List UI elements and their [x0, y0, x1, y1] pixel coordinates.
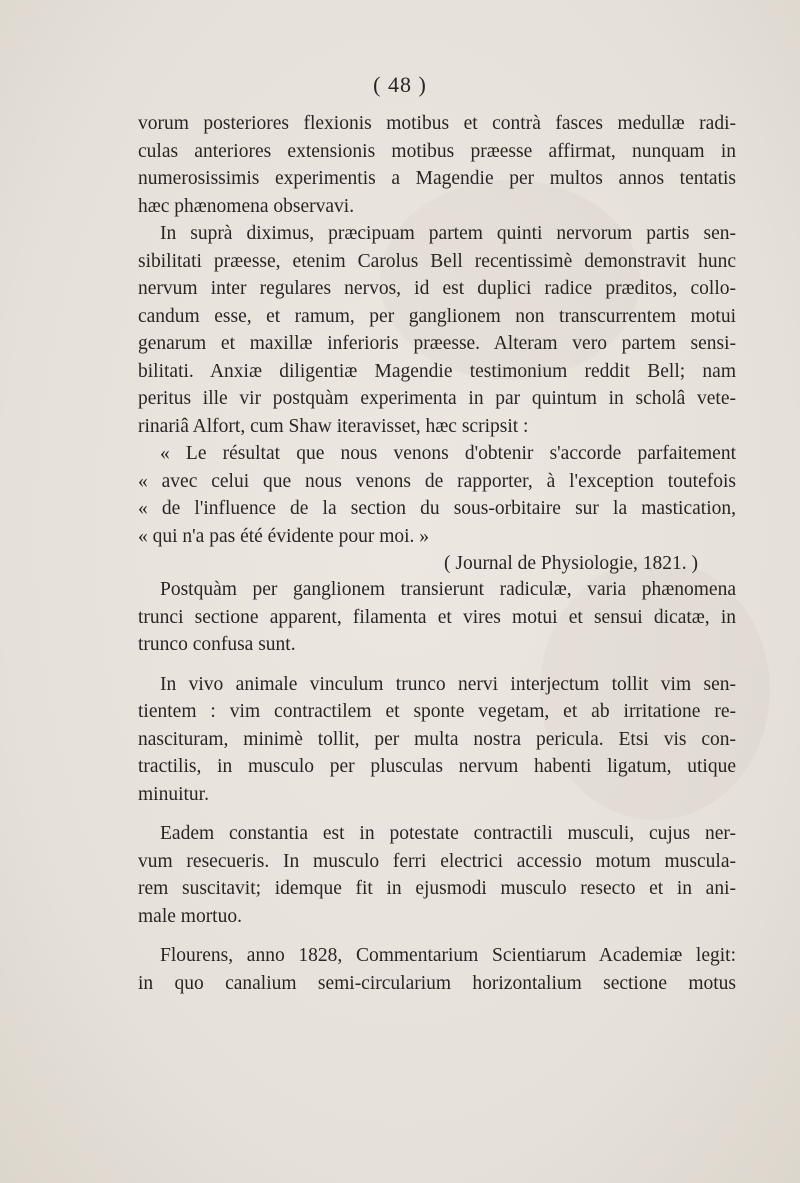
text-line: genarum et maxillæ inferioris præesse. Alteram vero partem sensi-	[138, 333, 736, 354]
text-line: vorum posteriores flexionis motibus et contrà fasces medullæ radi-	[138, 113, 736, 134]
text-line: In suprà diximus, præcipuam partem quinti nervorum partis sen-	[160, 223, 736, 244]
text-line: Eadem constantia est in potestate contractili musculi, cujus ner-	[160, 823, 736, 844]
text-line: ( Journal de Physiologie, 1821. )	[443, 553, 698, 574]
text-line: sibilitati præesse, etenim Carolus Bell recentissimè demonstravit hunc	[138, 250, 736, 272]
text-line: peritus ille vir postquàm experimenta in par quintum in scholâ vete-	[138, 388, 736, 409]
text-line: vum resecueris. In musculo ferri electrici accessio motum muscula-	[138, 850, 736, 872]
text-line: nervum inter regulares nervos, id est duplici radice præditos, collo-	[138, 278, 736, 299]
text-line: tientem : vim contractilem et sponte vegetam, et ab irritatione re-	[138, 701, 736, 722]
text-line: In vivo animale vinculum trunco nervi interjectum tollit vim sen-	[160, 673, 736, 695]
text-line: trunco confusa sunt.	[138, 634, 296, 655]
text-line: « avec celui que nous venons de rapporter, à l'exception toutefois	[138, 470, 736, 492]
text-line: in quo canalium semi-circularium horizontalium sectione motus	[138, 972, 736, 994]
text-line: tractilis, in musculo per plusculas nervum habenti ligatum, utique	[138, 756, 736, 777]
text-line: male mortuo.	[138, 905, 242, 927]
text-line: rinariâ Alfort, cum Shaw iteravisset, hæc scripsit :	[138, 415, 529, 437]
text-line: rem suscitavit; idemque fit in ejusmodi musculo resecto et in ani-	[138, 878, 736, 899]
text-line: minuitur.	[138, 783, 209, 805]
page-number: ( 48 )	[373, 72, 427, 97]
text-line: Flourens, anno 1828, Commentarium Scientiarum Academiæ legit:	[160, 945, 736, 966]
text-line: trunci sectione apparent, filamenta et vires motui et sensui dicatæ, in	[138, 606, 736, 628]
text-line: hæc phænomena observavi.	[138, 195, 355, 217]
text-block-upper	[138, 110, 736, 578]
text-line: culas anteriores extensionis motibus præesse affirmat, nunquam in	[138, 140, 736, 162]
text-line: nascituram, minimè tollit, per multa nostra pericula. Etsi vis con-	[138, 728, 736, 750]
text-line: candum esse, et ramum, per ganglionem non transcurrentem motui	[138, 305, 736, 327]
text-line: numerosissimis experimentis a Magendie per multos annos tentatis	[138, 168, 736, 189]
text-line: bilitati. Anxiæ diligentiæ Magendie testimonium reddit Bell; nam	[138, 360, 736, 382]
text-line: « de l'influence de la section du sous-orbitaire sur la mastication,	[138, 498, 736, 519]
text-line: « Le résultat que nous venons d'obtenir s'accorde parfaitement	[160, 443, 736, 464]
text-line: « qui n'a pas été évidente pour moi. »	[138, 525, 430, 547]
text-line: Postquàm per ganglionem transierunt radiculæ, varia phænomena	[160, 579, 736, 600]
text-block-lower	[138, 576, 736, 997]
